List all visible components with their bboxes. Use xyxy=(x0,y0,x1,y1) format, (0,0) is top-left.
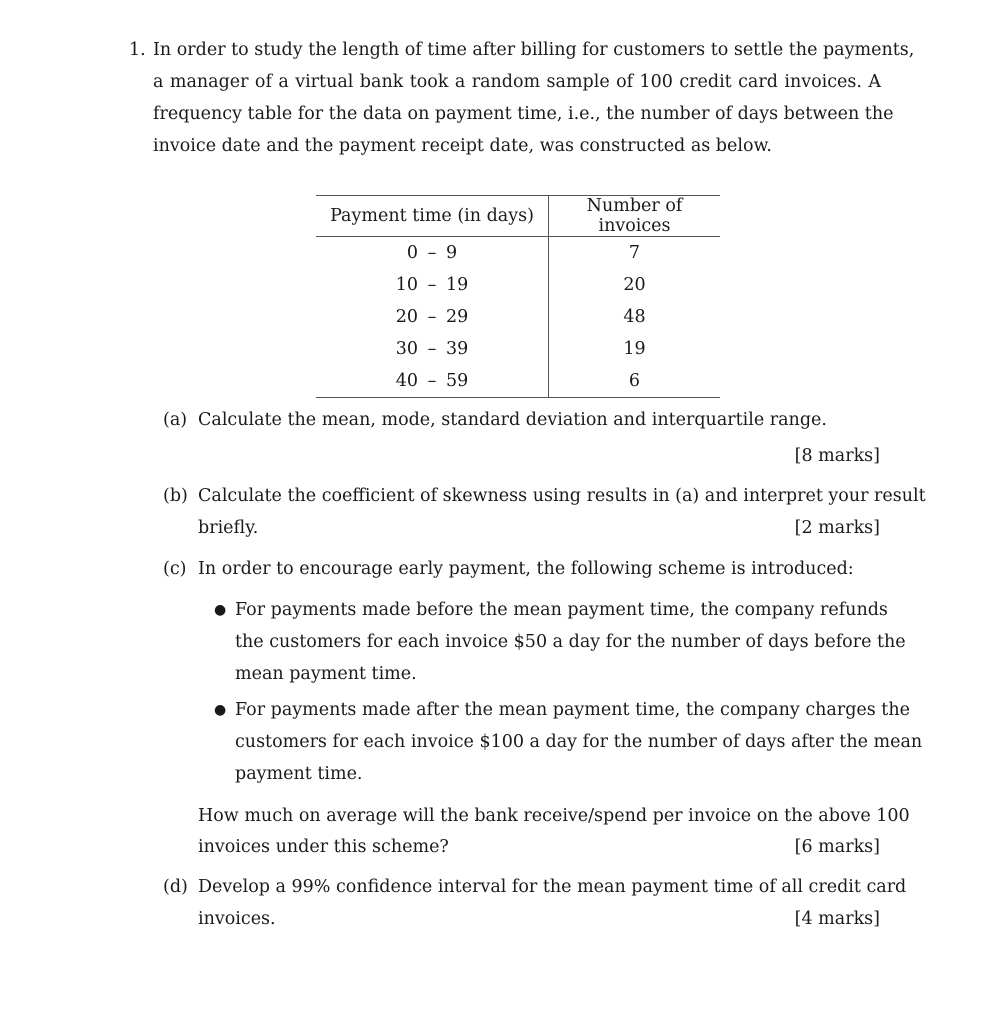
part-c-text: In order to encourage early payment, the following scheme is introduced: xyxy=(198,559,854,579)
table-header-row xyxy=(316,196,720,237)
frequency-table xyxy=(316,195,720,398)
bullet-dot-1: ● xyxy=(214,602,227,618)
bullet-2-line-2: customers for each invoice $100 a day for the number of days after the mean xyxy=(235,732,923,752)
range-low: 0 xyxy=(406,243,418,263)
part-d-marks: [4 marks] xyxy=(794,909,880,929)
intro-line-1: In order to study the length of time after billing for customers to settle the payments, xyxy=(153,40,915,60)
part-a-label: (a) xyxy=(163,410,188,430)
question-number: 1. xyxy=(129,40,146,60)
count-cell: 7 xyxy=(628,243,641,263)
bullet-dot-2: ● xyxy=(214,702,227,718)
table-row xyxy=(316,269,720,301)
part-b-marks: [2 marks] xyxy=(794,518,880,538)
range-low: 10 xyxy=(395,275,418,295)
part-b-label: (b) xyxy=(163,486,188,506)
range-high: 59 xyxy=(446,371,469,391)
range-cell xyxy=(316,237,549,270)
part-d-label: (d) xyxy=(163,877,188,897)
bullet-1-line-1: For payments made before the mean payment time, the company refunds xyxy=(235,600,888,620)
part-d-line-2: invoices. xyxy=(198,909,276,929)
part-c-label: (c) xyxy=(163,559,187,579)
intro-line-3: frequency table for the data on payment time, i.e., the number of days between the xyxy=(153,104,894,124)
range-low: 20 xyxy=(395,307,418,327)
table-row xyxy=(316,237,720,270)
table-row xyxy=(316,365,720,398)
intro-line-4: invoice date and the payment receipt date, was constructed as below. xyxy=(153,136,772,156)
range-cell xyxy=(316,333,549,365)
range-dash: – xyxy=(427,243,437,263)
range-dash: – xyxy=(427,339,437,359)
table-row xyxy=(316,301,720,333)
range-cell xyxy=(316,365,549,398)
bullet-1-line-3: mean payment time. xyxy=(235,664,417,684)
count-cell: 20 xyxy=(623,275,646,295)
header-payment-time: Payment time (in days) xyxy=(316,196,549,237)
table-row xyxy=(316,333,720,365)
part-c-question-line-1: How much on average will the bank receive/spend per invoice on the above 100 xyxy=(198,806,910,826)
range-high: 39 xyxy=(446,339,469,359)
count-cell: 48 xyxy=(623,307,646,327)
header-number-of-invoices: Number of invoices xyxy=(549,196,721,237)
range-dash: – xyxy=(427,307,437,327)
range-cell xyxy=(316,301,549,333)
intro-line-2: a manager of a virtual bank took a random sample of 100 credit card invoices. A xyxy=(153,72,881,92)
range-cell xyxy=(316,269,549,301)
part-c-question-line-2: invoices under this scheme? xyxy=(198,837,449,857)
part-b-line-1: Calculate the coefficient of skewness using results in (a) and interpret your result xyxy=(198,486,926,506)
count-cell: 6 xyxy=(628,371,641,391)
range-low: 30 xyxy=(395,339,418,359)
count-cell: 19 xyxy=(623,339,646,359)
bullet-2-line-1: For payments made after the mean payment time, the company charges the xyxy=(235,700,910,720)
part-d-line-1: Develop a 99% confidence interval for the mean payment time of all credit card xyxy=(198,877,907,897)
part-b-line-2: briefly. xyxy=(198,518,259,538)
part-a-marks: [8 marks] xyxy=(794,446,880,466)
bullet-1-line-2: the customers for each invoice $50 a day for the number of days before the xyxy=(235,632,906,652)
part-a-text: Calculate the mean, mode, standard deviation and interquartile range. xyxy=(198,410,827,430)
range-high: 19 xyxy=(446,275,469,295)
range-dash: – xyxy=(427,275,437,295)
range-dash: – xyxy=(427,371,437,391)
range-high: 9 xyxy=(446,243,458,263)
bullet-2-line-3: payment time. xyxy=(235,764,363,784)
range-high: 29 xyxy=(446,307,469,327)
range-low: 40 xyxy=(395,371,418,391)
part-c-marks: [6 marks] xyxy=(794,837,880,857)
